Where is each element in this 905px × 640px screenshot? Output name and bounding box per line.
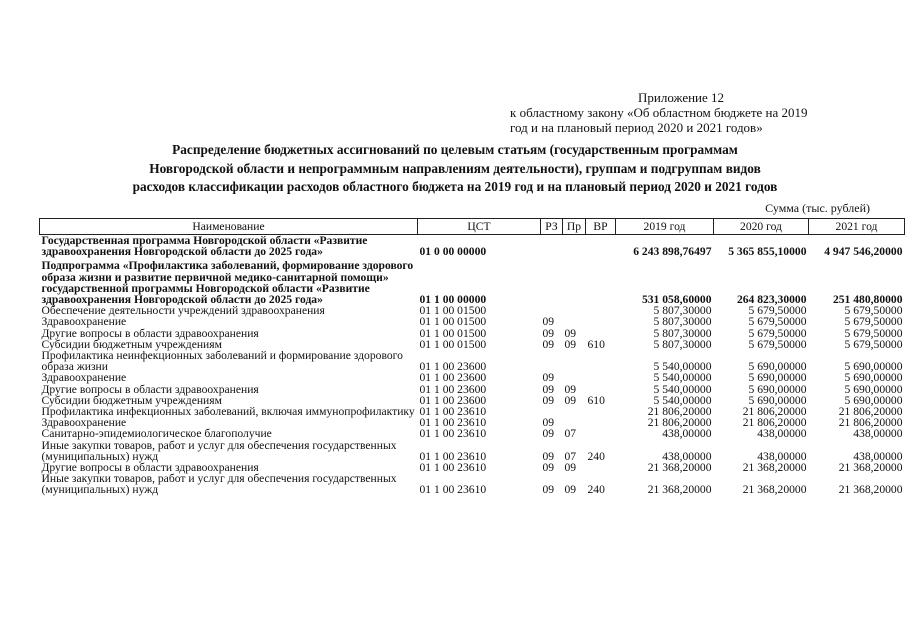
row-pr: 07 bbox=[564, 449, 577, 463]
row-vr bbox=[586, 462, 616, 473]
table-row bbox=[40, 235, 905, 258]
row-cst: 01 1 00 23610 bbox=[419, 405, 487, 419]
title-line-3: расходов классификации расходов областного бюджета на 2019 год и на плановый период 2020 и 2021 годов bbox=[132, 179, 778, 194]
row-pr bbox=[563, 316, 586, 327]
row-name: Иные закупки товаров, работ и услуг для обеспечения государственных (муниципальных) нужд bbox=[41, 438, 397, 463]
row-vr bbox=[586, 372, 616, 383]
row-rz bbox=[541, 350, 563, 372]
row-name: Профилактика инфекционных заболеваний, включая иммунопрофилактику bbox=[41, 405, 415, 419]
row-rz: 09 bbox=[542, 483, 555, 497]
table-row bbox=[40, 428, 905, 439]
row-pr bbox=[563, 406, 586, 417]
row-cst: 01 1 00 00000 bbox=[419, 293, 487, 307]
row-vr bbox=[586, 350, 616, 372]
table-row bbox=[40, 350, 905, 372]
row-cst: 01 1 00 23610 bbox=[419, 427, 487, 441]
row-amount-2021: 5 679,50000 bbox=[844, 304, 903, 318]
row-vr bbox=[586, 406, 616, 417]
row-pr: 09 bbox=[564, 393, 577, 407]
row-amount-2021: 21 368,20000 bbox=[838, 483, 903, 497]
row-vr: 610 bbox=[587, 337, 605, 351]
title-line-2: Новгородской области и непрограммным направлениям деятельности), группам и подгруппам видов bbox=[149, 160, 761, 176]
row-amount-2020: 5 690,00000 bbox=[748, 382, 807, 396]
row-name: Другие вопросы в области здравоохранения bbox=[41, 326, 259, 340]
row-amount-2020: 21 806,20000 bbox=[742, 416, 807, 430]
row-amount-2019: 531 058,60000 bbox=[641, 293, 712, 307]
row-amount-2019: 21 806,20000 bbox=[647, 416, 712, 430]
row-cst: 01 1 00 23600 bbox=[419, 371, 487, 385]
row-vr bbox=[586, 316, 616, 327]
row-name: Здравоохранение bbox=[41, 315, 127, 329]
row-rz bbox=[541, 235, 563, 258]
row-amount-2020: 5 679,50000 bbox=[748, 326, 807, 340]
appendix-number: Приложение 12 bbox=[638, 90, 725, 105]
row-amount-2020: 5 690,00000 bbox=[748, 393, 807, 407]
row-pr bbox=[563, 372, 586, 383]
row-amount-2019: 438,00000 bbox=[662, 449, 712, 463]
row-rz: 09 bbox=[542, 416, 555, 430]
row-pr: 09 bbox=[564, 326, 577, 340]
row-pr: 09 bbox=[564, 461, 577, 475]
row-cst: 01 1 00 23600 bbox=[419, 360, 487, 374]
row-amount-2021: 4 947 546,20000 bbox=[824, 245, 903, 259]
row-amount-2021: 5 690,00000 bbox=[844, 371, 903, 385]
row-name: Другие вопросы в области здравоохранения bbox=[41, 461, 259, 475]
row-cst: 01 1 00 23610 bbox=[419, 461, 487, 475]
row-amount-2019: 21 368,20000 bbox=[647, 461, 712, 475]
row-amount-2020: 21 806,20000 bbox=[742, 405, 807, 419]
row-name: Другие вопросы в области здравоохранения bbox=[41, 382, 259, 396]
table-body bbox=[40, 235, 905, 496]
table-row bbox=[40, 473, 905, 495]
table-header-row bbox=[40, 219, 905, 235]
table-row bbox=[40, 440, 905, 462]
table-row bbox=[40, 372, 905, 383]
row-name: Субсидии бюджетным учреждениям bbox=[41, 393, 222, 407]
row-amount-2020: 5 679,50000 bbox=[748, 337, 807, 351]
row-rz: 09 bbox=[542, 449, 555, 463]
row-vr bbox=[586, 428, 616, 439]
row-name: Обеспечение деятельности учреждений здравоохранения bbox=[41, 304, 325, 318]
row-rz: 09 bbox=[542, 461, 555, 475]
row-rz: 09 bbox=[542, 326, 555, 340]
row-amount-2019: 5 807,30000 bbox=[653, 304, 712, 318]
row-cst: 01 1 00 01500 bbox=[419, 337, 487, 351]
row-name: Профилактика неинфекционных заболеваний и формирование здорового образа жизни bbox=[41, 349, 403, 374]
row-cst: 01 1 00 23600 bbox=[419, 393, 487, 407]
header-2021: 2021 год bbox=[809, 219, 905, 235]
row-cst: 01 1 00 01500 bbox=[419, 326, 487, 340]
row-cst: 01 1 00 23610 bbox=[419, 483, 487, 497]
row-amount-2019: 5 540,00000 bbox=[653, 360, 712, 374]
table-row bbox=[40, 316, 905, 327]
row-name: Субсидии бюджетным учреждениям bbox=[41, 337, 222, 351]
row-amount-2021: 438,00000 bbox=[853, 449, 903, 463]
row-amount-2019: 5 807,30000 bbox=[653, 315, 712, 329]
units-note: Сумма (тыс. рублей) bbox=[765, 201, 870, 215]
row-amount-2021: 5 690,00000 bbox=[844, 393, 903, 407]
row-vr: 240 bbox=[587, 449, 605, 463]
header-vr: ВР bbox=[586, 219, 616, 235]
row-vr bbox=[586, 417, 616, 428]
row-cst: 01 1 00 23610 bbox=[419, 449, 487, 463]
header-cst: ЦСТ bbox=[418, 219, 541, 235]
row-amount-2021: 5 690,00000 bbox=[844, 382, 903, 396]
row-pr: 09 bbox=[564, 382, 577, 396]
row-cst: 01 1 00 01500 bbox=[419, 304, 487, 318]
row-rz: 09 bbox=[542, 337, 555, 351]
row-amount-2019: 5 540,00000 bbox=[653, 393, 712, 407]
header-2019: 2019 год bbox=[616, 219, 714, 235]
row-amount-2019: 21 368,20000 bbox=[647, 483, 712, 497]
row-name: Подпрограмма «Профилактика заболеваний, формирование здорового образа жизни и развитие первичной медико-санитарной помощи» государственной программы Новгородской области «Развитие здравоохранения Новгородской области до 2025 года» bbox=[41, 259, 414, 307]
budget-table bbox=[39, 218, 905, 496]
row-vr bbox=[586, 235, 616, 258]
row-amount-2020: 5 690,00000 bbox=[748, 360, 807, 374]
row-vr: 610 bbox=[587, 393, 605, 407]
row-amount-2021: 21 806,20000 bbox=[838, 416, 903, 430]
row-pr: 09 bbox=[564, 483, 577, 497]
header-pr: Пр bbox=[563, 219, 586, 235]
row-pr bbox=[563, 350, 586, 372]
row-pr: 07 bbox=[564, 427, 577, 441]
appendix-law-period: год и на плановый период 2020 и 2021 годов» bbox=[510, 120, 763, 135]
row-name: Государственная программа Новгородской области «Развитие здравоохранения Новгородской области до 2025 года» bbox=[41, 234, 368, 259]
row-cst: 01 1 00 01500 bbox=[419, 315, 487, 329]
row-amount-2021: 5 679,50000 bbox=[844, 326, 903, 340]
row-cst: 01 0 00 00000 bbox=[419, 245, 487, 259]
row-amount-2020: 5 690,00000 bbox=[748, 371, 807, 385]
header-2020: 2020 год bbox=[714, 219, 809, 235]
row-amount-2020: 438,00000 bbox=[757, 449, 807, 463]
row-amount-2021: 438,00000 bbox=[853, 427, 903, 441]
row-name: Здравоохранение bbox=[41, 371, 127, 385]
row-rz bbox=[541, 257, 563, 305]
row-pr bbox=[563, 235, 586, 258]
row-amount-2019: 5 540,00000 bbox=[653, 371, 712, 385]
row-amount-2020: 5 365 855,10000 bbox=[728, 245, 807, 259]
document-title bbox=[40, 141, 870, 197]
row-amount-2020: 5 679,50000 bbox=[748, 315, 807, 329]
header-name: Наименование bbox=[40, 219, 418, 235]
row-amount-2021: 251 480,80000 bbox=[832, 293, 903, 307]
row-amount-2021: 5 690,00000 bbox=[844, 360, 903, 374]
row-amount-2020: 5 679,50000 bbox=[748, 304, 807, 318]
row-amount-2019: 438,00000 bbox=[662, 427, 712, 441]
row-cst: 01 1 00 23600 bbox=[419, 382, 487, 396]
row-vr: 240 bbox=[587, 483, 605, 497]
row-amount-2021: 21 368,20000 bbox=[838, 461, 903, 475]
row-amount-2019: 5 807,30000 bbox=[653, 337, 712, 351]
appendix-law-reference: к областному закону «Об областном бюджете на 2019 bbox=[510, 105, 808, 120]
row-amount-2021: 5 679,50000 bbox=[844, 337, 903, 351]
row-pr: 09 bbox=[564, 337, 577, 351]
row-vr bbox=[586, 305, 616, 316]
row-amount-2021: 21 806,20000 bbox=[838, 405, 903, 419]
appendix-header bbox=[510, 90, 870, 135]
row-amount-2020: 264 823,30000 bbox=[736, 293, 807, 307]
row-name: Иные закупки товаров, работ и услуг для обеспечения государственных (муниципальных) нужд bbox=[41, 472, 397, 497]
row-amount-2019: 6 243 898,76497 bbox=[633, 245, 712, 259]
row-name: Здравоохранение bbox=[41, 416, 127, 430]
row-amount-2020: 21 368,20000 bbox=[742, 461, 807, 475]
row-name: Санитарно-эпидемиологическое благополучие bbox=[41, 427, 272, 441]
row-cst: 01 1 00 23610 bbox=[419, 416, 487, 430]
row-vr bbox=[586, 257, 616, 305]
row-amount-2019: 21 806,20000 bbox=[647, 405, 712, 419]
header-rz: РЗ bbox=[541, 219, 563, 235]
table-row bbox=[40, 257, 905, 305]
row-rz: 09 bbox=[542, 393, 555, 407]
row-rz: 09 bbox=[542, 315, 555, 329]
row-rz: 09 bbox=[542, 371, 555, 385]
row-amount-2021: 5 679,50000 bbox=[844, 315, 903, 329]
row-pr bbox=[563, 257, 586, 305]
row-amount-2019: 5 540,00000 bbox=[653, 382, 712, 396]
row-rz: 09 bbox=[542, 382, 555, 396]
row-pr bbox=[563, 305, 586, 316]
row-amount-2019: 5 807,30000 bbox=[653, 326, 712, 340]
row-amount-2020: 438,00000 bbox=[757, 427, 807, 441]
row-amount-2020: 21 368,20000 bbox=[742, 483, 807, 497]
row-rz: 09 bbox=[542, 427, 555, 441]
title-line-1: Распределение бюджетных ассигнований по целевым статьям (государственным программам bbox=[172, 142, 738, 157]
